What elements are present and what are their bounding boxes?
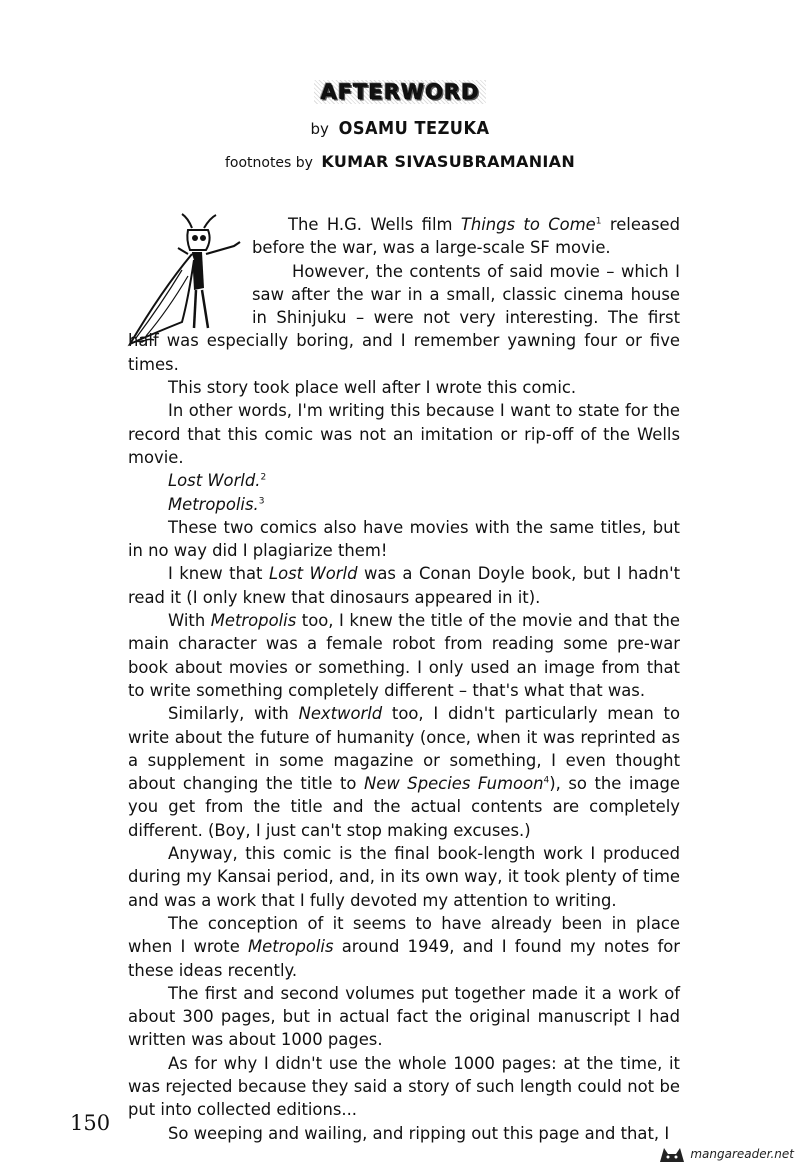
paragraph: As for why I didn't use the whole 1000 pages: at the time, it was rejected because they said a story of such length could not be put into collected editions...: [128, 1053, 680, 1120]
watermark-text: mangareader.net: [690, 1147, 794, 1161]
italic-title: Metropolis.: [168, 494, 259, 514]
paragraph: I knew that Lost World was a Conan Doyle book, but I hadn't read it (I only knew that dinosaurs appeared in it).: [128, 564, 680, 607]
author-name: OSAMU TEZUKA: [338, 118, 490, 139]
footnotes-author: KUMAR SIVASUBRAMANIAN: [321, 152, 576, 171]
italic-title: Things to Come: [460, 215, 596, 234]
paragraph: With Metropolis too, I knew the title of the movie and that the main character was a female robot from reading some pre-war book about movies or something. I only used an image from that to write something completely different – that's what that was.: [128, 611, 680, 700]
paragraph: This story took place well after I wrote this comic.: [168, 378, 577, 398]
italic-title: Metropolis: [248, 937, 334, 957]
paragraph: However, the contents of said movie – which I saw after the war in a small, classic cinema house in Shinjuku – were not very interesting. The first half was especially boring, and I remember yawning four or five times.: [128, 261, 680, 374]
paragraph: Similarly, with Nextworld too, I didn't particularly mean to write about the future of humanity (once, when it was reprinted as a supplement in some magazine or something, I even thought about changing the title to New Species Fumoon$^4$), so the image you get from the title and the actual contents are completely different. (Boy, I just can't stop making excuses.): [128, 704, 680, 840]
footnote-marker: 4: [543, 775, 550, 786]
paragraph: In other words, I'm writing this because I want to state for the record that this comic was not an imitation or rip-off of the Wells movie.: [128, 401, 680, 467]
italic-title: New Species Fumoon: [364, 774, 544, 794]
page-number: 150: [70, 1111, 111, 1135]
footnote-marker: 2: [260, 472, 267, 483]
paragraph: The conception of it seems to have already been in place when I wrote Metropolis around 1949, and I found my notes for these ideas recently.: [128, 913, 680, 980]
afterword-body: [128, 213, 680, 1145]
paragraph: The H.G. Wells film Things to Come$^1$ released before the war, was a large-scale SF movie.: [252, 215, 680, 258]
by-label: by: [310, 120, 329, 138]
watermark: [658, 1144, 794, 1164]
page-title: AFTERWORD: [314, 80, 485, 104]
italic-title: Lost World: [268, 564, 358, 584]
title-block: [0, 80, 800, 104]
cat-logo-icon: [658, 1144, 686, 1164]
paragraph: Anyway, this comic is the final book-length work I produced during my Kansai period, and, in its own way, it took plenty of time and was a work that I fully devoted my attention to writing.: [128, 844, 680, 910]
paragraph: [128, 493, 680, 516]
footnotes-label: footnotes by: [224, 155, 313, 171]
paragraph: The first and second volumes put together made it a work of about 300 pages, but in actual fact the original manuscript I had written was about 1000 pages.: [128, 983, 680, 1050]
italic-title: Nextworld: [298, 704, 383, 724]
paragraph: So weeping and wailing, and ripping out this page and that, I: [168, 1123, 670, 1143]
paragraph: [128, 469, 680, 492]
paragraph: These two comics also have movies with the same titles, but in no way did I plagiarize them!: [128, 517, 680, 561]
footnote-marker: 1: [595, 216, 602, 227]
footnote-marker: 3: [258, 496, 265, 507]
byline: [0, 118, 800, 139]
italic-title: Lost World.: [168, 471, 261, 491]
italic-title: Metropolis: [210, 611, 297, 631]
footnotes-byline: [0, 152, 800, 171]
illustration-float-space: [128, 213, 252, 325]
